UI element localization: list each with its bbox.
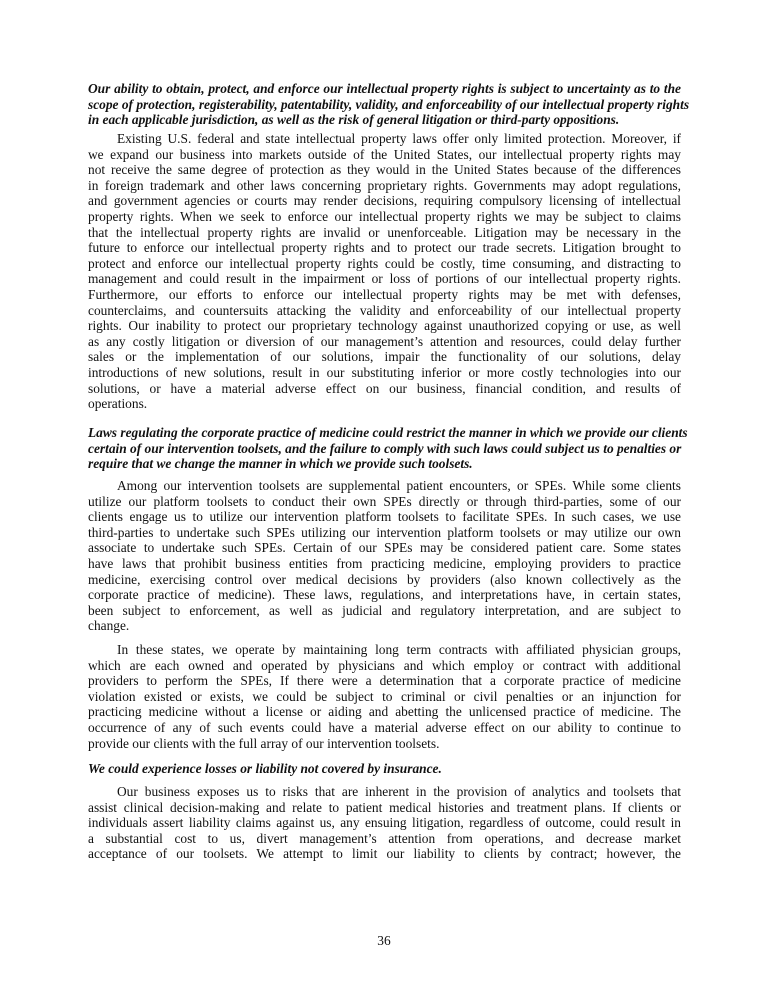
text-line: solutions, or have a material adverse effect on our business, financial condition, and results of	[88, 380, 681, 396]
text-line: protect and enforce our intellectual property rights could be costly, time consuming, and distracting to	[88, 255, 681, 271]
text-line: in foreign trademark and other laws concerning proprietary rights. Governments may adopt regulations,	[88, 177, 681, 193]
text-line: medicine, exercising control over medical decisions by providers (also known collectively as the	[88, 571, 681, 587]
text-line: practicing medicine without a license or aiding and abetting the unlicensed practice of medicine. The	[88, 704, 681, 720]
text-line: corporate practice of medicine). These laws, regulations, and interpretations have, in certain states,	[88, 587, 681, 603]
body-paragraph	[88, 642, 681, 751]
text-line: which are each owned and operated by physicians and which employ or contract with additional	[88, 657, 681, 673]
text-line: Among our intervention toolsets are supplemental patient encounters, or SPEs. While some clients	[117, 478, 681, 493]
text-line: as any costly litigation or diversion of our management’s attention and resources, could delay further	[88, 333, 681, 349]
text-line: Furthermore, our efforts to enforce our intellectual property rights may be met with defenses,	[88, 286, 681, 302]
text-line: that the intellectual property rights are invalid or unenforceable. Litigation may be necessary in the	[88, 224, 681, 240]
text-line: violation existed or exists, we could be subject to criminal or civil penalties or an injunction for	[88, 688, 681, 704]
text-line: rights. Our inability to protect our proprietary technology against unauthorized copying or use, as well	[88, 318, 681, 334]
text-line: change.	[88, 618, 130, 634]
body-paragraph	[88, 478, 681, 634]
section-heading	[88, 81, 690, 128]
text-line: utilize our platform toolsets to conduct their own SPEs directly or through third-parties, some of our	[88, 493, 681, 509]
section-heading	[88, 425, 688, 472]
section-heading	[88, 761, 681, 777]
text-line: occurrence of any of such events could have a material adverse effect on our ability to continue to	[88, 719, 681, 735]
text-line: certain of our intervention toolsets, and the failure to comply with such laws could subject us to penalties or	[88, 440, 682, 456]
text-line: Laws regulating the corporate practice of medicine could restrict the manner in which we provide our clients	[88, 425, 688, 440]
body-paragraph	[88, 784, 681, 862]
text-line: provide our clients with the full array of our intervention toolsets.	[88, 735, 440, 751]
text-line: associate to undertake such SPEs. Certain of our SPEs may be considered patient care. Some states	[88, 540, 681, 556]
text-line: have laws that prohibit business entities from practicing medicine, employing providers to practice	[88, 555, 681, 571]
text-line: management and could result in the impairment or loss of portions of our intellectual property rights.	[88, 271, 681, 287]
text-line: require that we change the manner in which we provide such toolsets.	[88, 456, 473, 472]
text-line: we expand our business into markets outside of the United States, our intellectual property rights may	[88, 146, 681, 162]
text-line: Our ability to obtain, protect, and enforce our intellectual property rights is subject to uncertainty as to the	[88, 81, 681, 96]
text-line: assist clinical decision-making and relate to patient medical histories and treatment plans. If clients or	[88, 799, 681, 815]
text-line: in each applicable jurisdiction, as well as the risk of general litigation or third-party oppositions.	[88, 112, 620, 128]
text-line: been subject to enforcement, as well as judicial and regulatory interpretation, and are subject to	[88, 602, 681, 618]
text-line: clients engage us to utilize our intervention platform toolsets to facilitate SPEs. In such cases, we use	[88, 509, 681, 525]
text-line: sales or the implementation of our solutions, impair the functionality of our solutions, delay	[88, 349, 681, 365]
body-paragraph	[88, 131, 681, 412]
text-line: operations.	[88, 396, 148, 412]
text-line: Our business exposes us to risks that are inherent in the provision of analytics and toolsets that	[117, 784, 681, 799]
text-line: Existing U.S. federal and state intellectual property laws offer only limited protection. Moreover, if	[117, 131, 681, 146]
text-line: introductions of new solutions, result in our substituting inferior or more costly technologies into our	[88, 364, 681, 380]
page-number: 36	[377, 933, 391, 948]
text-line: individuals assert liability claims against us, any ensuing litigation, regardless of outcome, could result in	[88, 815, 681, 831]
text-line: scope of protection, registerability, patentability, validity, and enforceability of our intellectual property rights	[88, 96, 690, 112]
text-line: counterclaims, and countersuits attacking the validity and enforceability of our intellectual property	[88, 302, 681, 318]
text-line: future to enforce our intellectual property rights and to protect our trade secrets. Litigation brought to	[88, 240, 681, 256]
text-line: providers to perform the SPEs, If there were a determination that a corporate practice of medicine	[88, 673, 681, 689]
text-line: acceptance of our toolsets. We attempt to limit our liability to clients by contract; however, the	[88, 846, 681, 862]
text-line: third-parties to undertake such SPEs utilizing our intervention platform toolsets or may utilize our own	[88, 524, 681, 540]
text-line: We could experience losses or liability not covered by insurance.	[88, 761, 442, 776]
text-line: property rights. When we seek to enforce our intellectual property rights we may be subject to claims	[88, 208, 681, 224]
text-line: a substantial cost to us, divert management’s attention from operations, and decrease market	[88, 830, 681, 846]
text-line: In these states, we operate by maintaining long term contracts with affiliated physician groups,	[117, 642, 681, 657]
text-line: not receive the same degree of protection as they would in the United States because of the differences	[88, 162, 681, 178]
text-line: and government agencies or courts may render decisions, requiring compulsory licensing of intellectual	[88, 193, 681, 209]
